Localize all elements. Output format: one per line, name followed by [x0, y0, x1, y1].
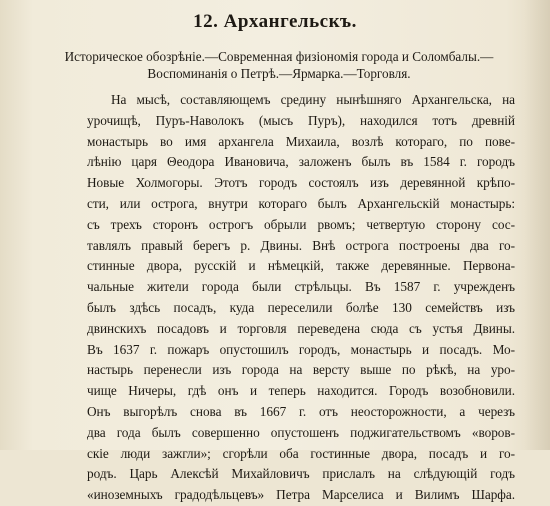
- body-line: урочищѣ, Пуръ-Наволокъ (мысъ Пуръ), находился тотъ древнiй: [87, 112, 515, 128]
- body-line: сти, или острога, внутри котораго былъ Архангельскiй монастырь:: [87, 195, 515, 211]
- body-line: съ трехъ сторонъ острогъ обрыли рвомъ; четвертую сторону сос-: [87, 216, 515, 232]
- summary-line: Историческое обозрѣнiе.—Современная физiономiя города и Соломбалы.—: [64, 49, 494, 64]
- body-line: Новые Холмогоры. Этотъ городъ состоялъ изъ деревянной крѣпо-: [87, 175, 515, 191]
- body-line: тавлялъ правый берегъ р. Двины. Внѣ острога построены два го-: [87, 237, 515, 253]
- body-paragraph: [87, 90, 515, 506]
- body-line: стинные двора, русскiй и нѣмецкiй, также деревянные. Первона-: [87, 258, 515, 274]
- body-line: «иноземныхъ градодѣльцевъ» Петра Марселиса и Вилимъ Шарфа.: [87, 487, 515, 503]
- body-line: монастырь во имя архангела Михаила, возлѣ котораго, по пове-: [87, 133, 515, 149]
- body-line: чальные жители города были стрѣльцы. Въ 1587 г. учрежденъ: [87, 279, 515, 295]
- body-line: скiе люди зажгли»; сгорѣли оба гостинные двора, посадъ и го-: [87, 445, 515, 461]
- body-line: лѣнiю царя Θеодора Ивановича, заложенъ былъ въ 1584 г. городъ: [87, 154, 515, 170]
- summary-line: Воспоминанiя о Петрѣ.—Ярмарка.—Торговля.: [147, 66, 411, 81]
- body-line: Въ 1637 г. пожаръ опустошилъ городъ, монастырь и посадъ. Мо-: [87, 341, 515, 357]
- chapter-heading: 12. Архангельскъ.: [193, 11, 357, 32]
- body-line: Онъ выгорѣлъ снова въ 1667 г. отъ неосторожности, а черезъ: [87, 403, 515, 419]
- chapter-summary: [50, 48, 508, 82]
- facing-page-edge: [524, 0, 550, 450]
- body-line: чище Ничеры, гдѣ онъ и теперь находится. Городъ возобновили.: [87, 383, 515, 399]
- body-line: настырь перенесли изъ города на версту выше по рѣкѣ, на уро-: [87, 362, 515, 378]
- body-line: былъ здѣсь посадъ, куда переселили болѣе 130 семействъ изъ: [87, 299, 515, 315]
- body-line: два года былъ совершенно опустошенъ поджигательствомъ «воров-: [87, 424, 515, 440]
- body-line: родъ. Царь Алексѣй Михайловичъ прислалъ на слѣдующiй годъ: [87, 466, 515, 482]
- body-line: На мысѣ, составляющемъ средину нынѣшняго Архангельска, на: [111, 92, 515, 107]
- body-line: двинскихъ посадовъ и торговля переведена сюда съ устья Двины.: [87, 320, 515, 336]
